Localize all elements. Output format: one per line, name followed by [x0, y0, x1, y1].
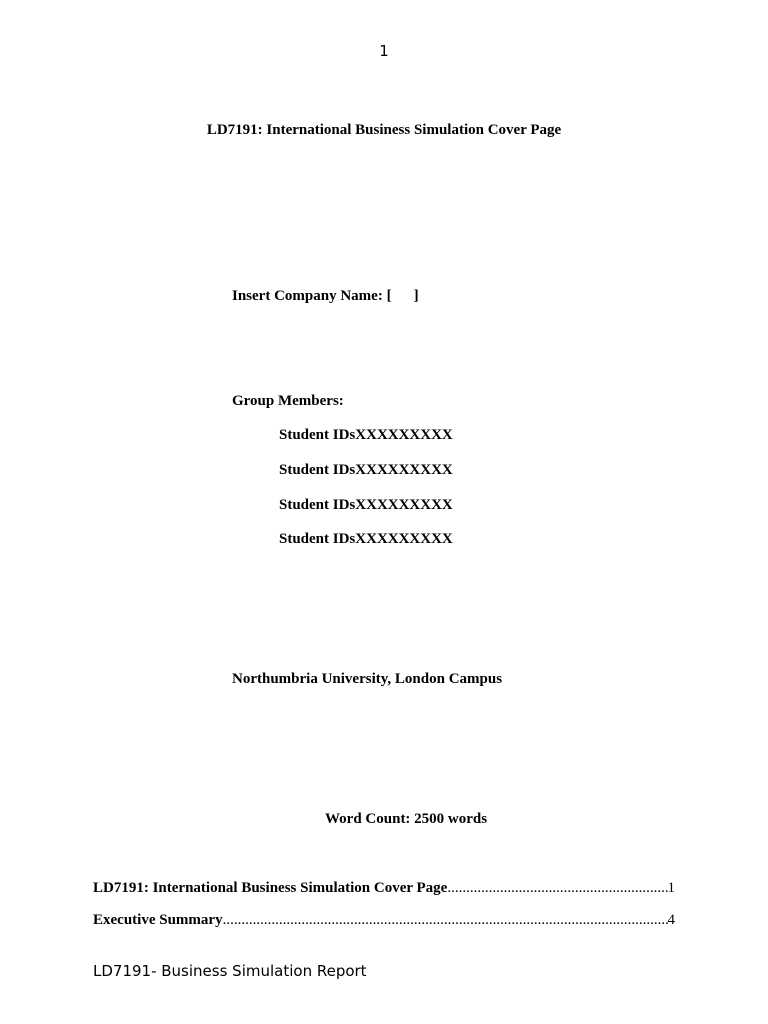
toc-entry-label: Executive Summary	[93, 912, 223, 928]
toc-entry-page: 4	[667, 912, 675, 928]
page-footer: LD7191- Business Simulation Report	[93, 962, 367, 980]
group-member-4: Student IDsXXXXXXXXX	[279, 531, 453, 547]
company-name-label: Insert Company Name: [	[232, 288, 392, 304]
toc-entry-executive-summary[interactable]	[93, 912, 675, 929]
word-count: Word Count: 2500 words	[325, 811, 488, 827]
toc-entry-cover-page[interactable]	[93, 880, 675, 897]
page-number: 1	[379, 42, 389, 60]
group-member-1: Student IDsXXXXXXXXX	[279, 427, 453, 443]
toc-dot-leader	[223, 912, 668, 929]
company-name-line	[232, 288, 419, 305]
group-members-heading: Group Members:	[232, 393, 344, 409]
university-name: Northumbria University, London Campus	[232, 671, 503, 687]
toc-entry-label: LD7191: International Business Simulation Cover Page	[93, 880, 448, 896]
toc-entry-page: 1	[667, 880, 675, 896]
group-member-2: Student IDsXXXXXXXXX	[279, 462, 453, 478]
company-name-close-bracket: ]	[413, 288, 419, 304]
toc-dot-leader	[447, 880, 667, 897]
group-member-3: Student IDsXXXXXXXXX	[279, 497, 453, 513]
cover-title: LD7191: International Business Simulation Cover Page	[206, 122, 562, 138]
